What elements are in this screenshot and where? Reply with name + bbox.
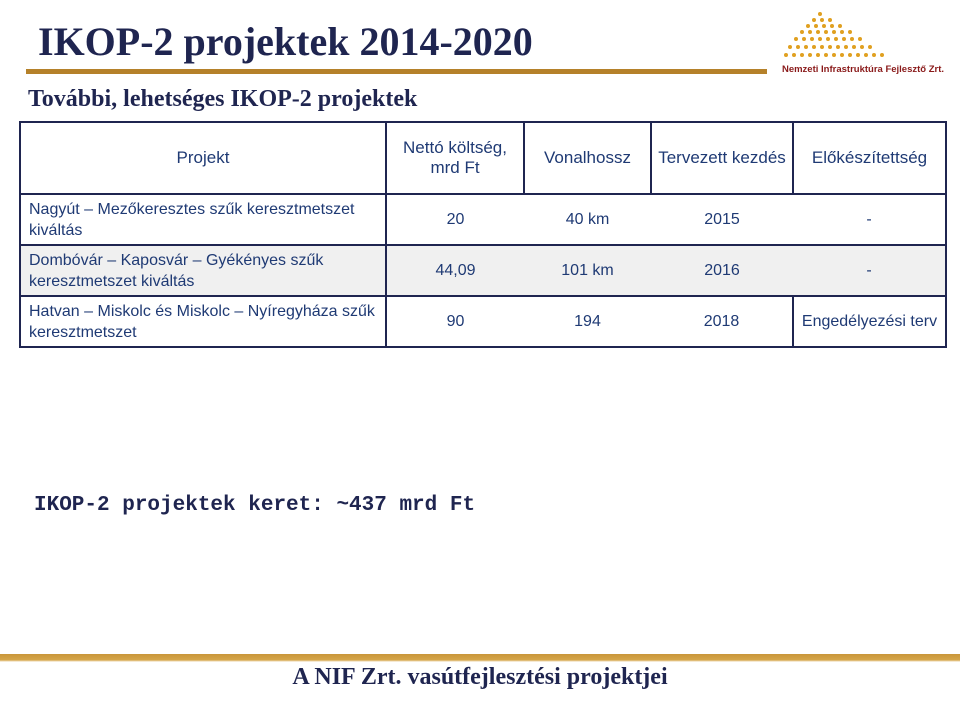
header-start: Tervezett kezdés bbox=[651, 122, 793, 194]
budget-summary: IKOP-2 projektek keret: ~437 mrd Ft bbox=[34, 494, 476, 517]
cell-cost: 44,09 bbox=[386, 245, 524, 296]
cell-start: 2015 bbox=[651, 194, 793, 245]
page-subtitle: További, lehetséges IKOP-2 projektek bbox=[28, 86, 418, 112]
cell-cost: 20 bbox=[386, 194, 524, 245]
title-underline bbox=[26, 69, 767, 74]
logo-dots-icon bbox=[778, 6, 948, 64]
cell-length: 101 km bbox=[524, 245, 651, 296]
header-length: Vonalhossz bbox=[524, 122, 651, 194]
cell-prep: Engedélyezési terv bbox=[793, 296, 946, 347]
footer-title: A NIF Zrt. vasútfejlesztési projektjei bbox=[292, 664, 668, 690]
cell-length: 194 bbox=[524, 296, 651, 347]
projects-table bbox=[19, 121, 947, 348]
logo-text: Nemzeti Infrastruktúra Fejlesztő Zrt. bbox=[781, 64, 945, 75]
table-row bbox=[20, 194, 946, 245]
cell-length: 40 km bbox=[524, 194, 651, 245]
header-project: Projekt bbox=[20, 122, 386, 194]
table-row bbox=[20, 296, 946, 347]
cell-project: Dombóvár – Kaposvár – Gyékényes szűk keresztmetszet kiváltás bbox=[20, 245, 386, 296]
cell-project: Nagyút – Mezőkeresztes szűk keresztmetszet kiváltás bbox=[20, 194, 386, 245]
cell-prep: - bbox=[793, 194, 946, 245]
page-title: IKOP-2 projektek 2014-2020 bbox=[38, 19, 533, 64]
cell-cost: 90 bbox=[386, 296, 524, 347]
header-prep: Előkészítettség bbox=[793, 122, 946, 194]
table-header-row bbox=[20, 122, 946, 194]
cell-start: 2016 bbox=[651, 245, 793, 296]
cell-start: 2018 bbox=[651, 296, 793, 347]
table-row bbox=[20, 245, 946, 296]
nif-logo bbox=[778, 6, 948, 78]
header-cost: Nettó költség, mrd Ft bbox=[386, 122, 524, 194]
cell-prep: - bbox=[793, 245, 946, 296]
cell-project: Hatvan – Miskolc és Miskolc – Nyíregyháza szűk keresztmetszet bbox=[20, 296, 386, 347]
